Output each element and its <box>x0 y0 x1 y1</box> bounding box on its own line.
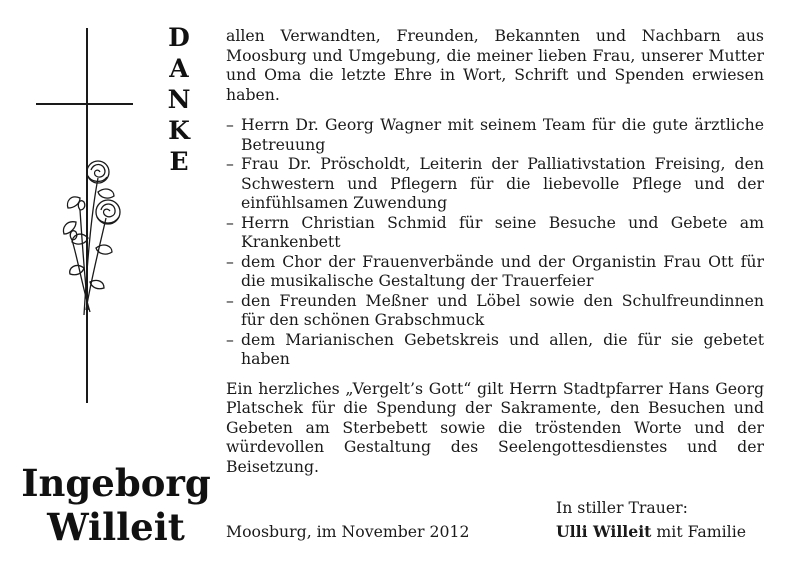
cross-bar <box>36 103 133 105</box>
list-item: – Herrn Dr. Georg Wagner mit seinem Team für die gute ärztliche Betreuung <box>226 115 764 154</box>
list-item: – dem Chor der Frauenverbände und der Organistin Frau Ott für die musikalische Gestaltung der Trauerfeier <box>226 252 764 291</box>
thanks-text <box>226 26 764 476</box>
danke-letter: A <box>169 54 189 83</box>
danke-vertical <box>166 22 192 177</box>
list-item: – dem Marianischen Gebetskreis und allen, die für sie gebetet haben <box>226 330 764 369</box>
danke-letter: N <box>167 85 191 114</box>
intro-paragraph: allen Verwandten, Freunden, Bekannten und Nachbarn aus Moosburg und Umgebung, die meiner lieben Frau, unserer Mutter und Oma die letzte Ehre in Wort, Schrift und Spenden erwiesen haben. <box>226 26 764 104</box>
signoff: In stiller Trauer: <box>556 498 688 517</box>
signer <box>556 522 746 541</box>
danke-letter: K <box>168 116 190 145</box>
place-date: Moosburg, im November 2012 <box>226 522 470 541</box>
signer-name: Ulli Willeit <box>556 522 652 541</box>
list-item: – den Freunden Meßner und Löbel sowie den Schulfreundinnen für den schönen Grabschmuck <box>226 291 764 330</box>
deceased-first-name: Ingeborg <box>21 461 211 505</box>
list-item: – Frau Dr. Pröscholdt, Leiterin der Palliativstation Freising, den Schwestern und Pflegern für die liebevolle Pflege und der einfühlsamen Zuwendung <box>226 154 764 213</box>
deceased-last-name: Willeit <box>47 505 185 549</box>
closing-paragraph: Ein herzliches „Vergelt’s Gott“ gilt Herrn Stadtpfarrer Hans Georg Platschek für die Spendung der Sakramente, den Besuchen und Gebeten am Sterbebett sowie die tröstenden Worte und der würdevollen Gestaltung des Seelengottesdienstes und der Beisetzung. <box>226 378 764 476</box>
left-column <box>0 0 212 565</box>
roses-icon <box>58 150 128 320</box>
danke-letter: D <box>168 23 190 52</box>
danke-letter: E <box>169 147 189 176</box>
thanks-list <box>226 115 764 369</box>
list-item: – Herrn Christian Schmid für seine Besuche und Gebete am Krankenbett <box>226 213 764 252</box>
signer-suffix: mit Familie <box>651 522 746 541</box>
